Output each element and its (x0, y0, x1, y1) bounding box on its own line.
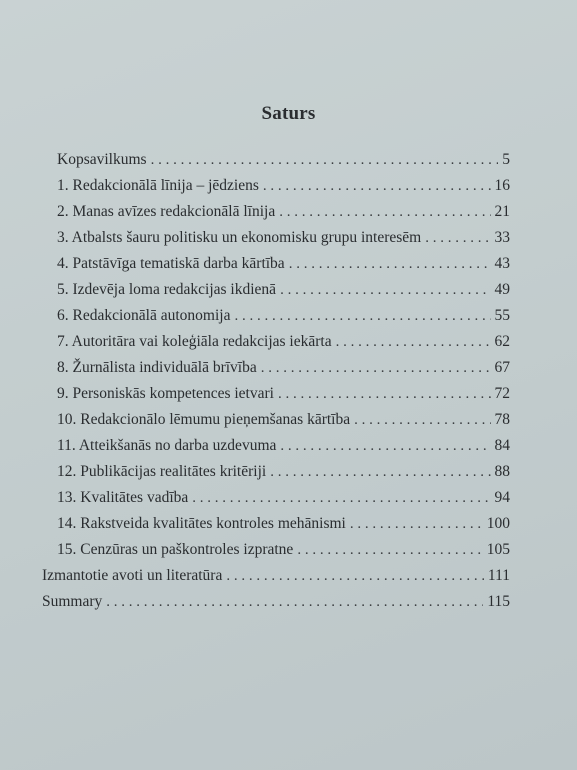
dot-leader (289, 254, 491, 274)
toc-page-number: 88 (494, 463, 510, 480)
dot-leader (425, 228, 490, 248)
toc-page-number: 62 (494, 333, 510, 350)
dot-leader (278, 384, 491, 404)
toc-page-number: 55 (494, 307, 510, 324)
toc-entry (57, 540, 510, 560)
toc-entry-title: 8. Žurnālista individuālā brīvība (57, 359, 257, 376)
toc-entry-title: 9. Personiskās kompetences ietvari (57, 385, 274, 402)
toc-entry-title: 13. Kvalitātes vadība (57, 489, 189, 506)
toc-entry-title: 1. Redakcionālā līnija – jēdziens (57, 177, 259, 194)
toc-page-number: 105 (486, 541, 510, 558)
dot-leader (151, 150, 499, 170)
toc-entry-title: Izmantotie avoti un literatūra (42, 567, 223, 584)
dot-leader (226, 566, 484, 586)
toc-page-number: 5 (502, 151, 510, 168)
toc-entry-title: Kopsavilkums (57, 151, 147, 168)
toc-entry-title: 12. Publikācijas realitātes kritēriji (57, 463, 267, 480)
toc-page-number: 115 (487, 593, 510, 610)
toc-entry (57, 332, 510, 352)
toc-entry (57, 358, 510, 378)
toc-entry-title: 15. Cenzūras un paškontroles izpratne (57, 541, 294, 558)
dot-leader (106, 592, 483, 612)
toc-page-number: 78 (494, 411, 510, 428)
dot-leader (350, 514, 483, 534)
dot-leader (354, 410, 490, 430)
dot-leader (263, 176, 491, 196)
toc-entry-title: 3. Atbalsts šauru politisku un ekonomisku grupu interesēm (57, 229, 422, 246)
toc-entry (42, 592, 510, 612)
toc-entry-title: 5. Izdevēja loma redakcijas ikdienā (57, 281, 277, 298)
dot-leader (280, 280, 490, 300)
toc-entry-title: Summary (42, 593, 103, 610)
toc-entry-title: 11. Atteikšanās no darba uzdevuma (57, 437, 277, 454)
toc-page-number: 21 (494, 203, 510, 220)
toc-entry (57, 150, 510, 170)
dot-leader (261, 358, 491, 378)
dot-leader (192, 488, 490, 508)
toc-page-number: 100 (486, 515, 510, 532)
toc-entry (57, 410, 510, 430)
toc-page-number: 16 (494, 177, 510, 194)
toc-entry (57, 176, 510, 196)
toc-entry-title: 7. Autoritāra vai koleģiāla redakcijas iekārta (57, 333, 332, 350)
dot-leader (336, 332, 491, 352)
toc-page-number: 72 (494, 385, 510, 402)
toc-page-number: 84 (494, 437, 510, 454)
toc-entry-title: 10. Redakcionālo lēmumu pieņemšanas kārtība (57, 411, 351, 428)
toc-entry-title: 2. Manas avīzes redakcionālā līnija (57, 203, 276, 220)
toc-page-number: 94 (494, 489, 510, 506)
dot-leader (234, 306, 490, 326)
toc-page-number: 67 (494, 359, 510, 376)
toc-page-number: 111 (487, 567, 510, 584)
toc-page-number: 43 (494, 255, 510, 272)
toc-entry-title: 6. Redakcionālā autonomija (57, 307, 231, 324)
toc-entry (57, 202, 510, 222)
dot-leader (270, 462, 490, 482)
dot-leader (280, 436, 490, 456)
toc-entry-title: 14. Rakstveida kvalitātes kontroles mehānismi (57, 515, 346, 532)
toc-entry (57, 436, 510, 456)
toc-entry-title: 4. Patstāvīga tematiskā darba kārtība (57, 255, 285, 272)
toc-entry (57, 384, 510, 404)
dot-leader (297, 540, 482, 560)
toc-entry (57, 488, 510, 508)
toc-entry (42, 566, 510, 586)
page-title: Saturs (261, 103, 316, 124)
toc-entry (57, 514, 510, 534)
toc-entry (57, 306, 510, 326)
toc-entry (57, 462, 510, 482)
toc-entry (57, 228, 510, 248)
toc-entry (57, 280, 510, 300)
toc-entry (57, 254, 510, 274)
toc-page-number: 33 (494, 229, 510, 246)
dot-leader (279, 202, 490, 222)
toc-page-number: 49 (494, 281, 510, 298)
